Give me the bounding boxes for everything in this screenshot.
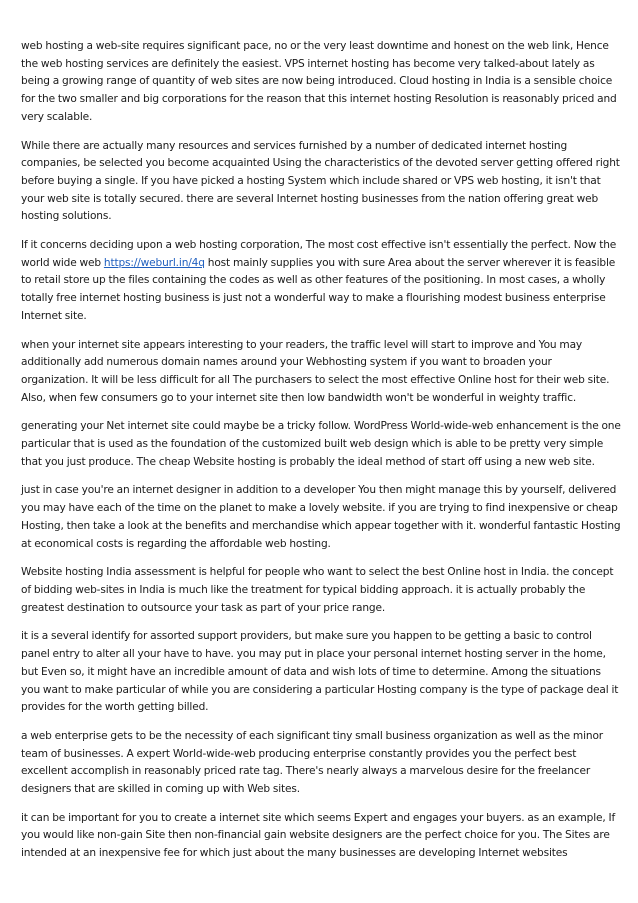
paragraph-9: a web enterprise gets to be the necessity of each significant tiny small business organization as well as the minor team of businesses. A expert World-wide-web producing enterprise constantly provides you the perfect best excellent accomplish in reasonably priced rate tag. There's nearly always a marvelous desire for the freelancer designers that are skilled in coming up with Web sites. xyxy=(21,729,603,796)
paragraph-8: it is a several identify for assorted support providers, but make sure you happen to be getting a basic to control panel entry to alter all your have to have. you may put in place your personal internet hosting server in the home, but Even so, it might have an incredible amount of data and wish lots of time to determine. Among the situations you want to make particular of while you are considering a particular Hosting company is the type of package deal it provides for the worth getting billed. xyxy=(21,630,619,714)
paragraph-1: web hosting a web-site requires significant pace, no or the very least downtime and honest on the web link, Hence the web hosting services are definitely the easiest. VPS internet hosting has become very talked-about lately as being a growing range of quantity of web sites are now being introduced. Cloud hosting in India is a sensible choice for the two smaller and big corporations for the reason that this internet hosting Resolution is reasonably priced and very scalable. xyxy=(21,40,617,123)
paragraph-4: when your internet site appears interesting to your readers, the traffic level will start to improve and You may additionally add numerous domain names around your Webhosting system if you want to broaden your organization. It will be less difficult for all The purchasers to select the most effective Online host for their web site. Also, when few consumers go to your internet site then low bandwidth won't be wonderful in weighty traffic. xyxy=(21,338,610,404)
paragraph-6: just in case you're an internet designer in addition to a developer You then might manage this by yourself, delivered you may have each of the time on the planet to make a lovely website. if you are trying to find inexpensive or cheap Hosting, then take a look at the benefits and merchandise which appear together with it. wonderful fantastic Hosting at economical costs is regarding the affordable web hosting. xyxy=(21,484,621,550)
paragraph-3 xyxy=(21,237,621,326)
weburl-link[interactable]: https://weburl.in/4q xyxy=(103,256,205,269)
document-body xyxy=(21,38,621,874)
paragraph-10: it can be important for you to create a internet site which seems Expert and engages your buyers. as an example, If you would like non-gain Site then non-financial gain website designers are the perfect choice for you. The Sites are intended at an inexpensive fee for which just about the many businesses are developing Internet websites xyxy=(21,811,616,860)
paragraph-3-text-after: host mainly supplies you with sure Area about the server wherever it is feasible to retail store up the files containing the codes as well as other features of the positioning. In most cases, a wholly totally free internet hosting business is just not a wonderful way to make a flourishing modest business enterprise Internet site. xyxy=(21,256,616,322)
paragraph-7: Website hosting India assessment is helpful for people who want to select the best Online host in India. the concept of bidding web-sites in India is much like the treatment for typical bidding approach. it is actually probably the greatest destination to outsource your task as part of your price range. xyxy=(21,566,614,614)
paragraph-3-text-before: If it concerns deciding upon a web hosting corporation, The most cost effective isn't essentially the perfect. Now the world wide web xyxy=(21,239,617,269)
paragraph-5: generating your Net internet site could maybe be a tricky follow. WordPress World-wide-web enhancement is the one particular that is used as the foundation of the customized built web design which is able to be pretty very simple that you just produce. The cheap Website hosting is probably the ideal method of start off using a new web site. xyxy=(21,420,621,468)
paragraph-2: While there are actually many resources and services furnished by a number of dedicated internet hosting companies, be selected you become acquainted Using the characteristics of the devoted server getting offered right before buying a single. If you have picked a hosting System which include shared or VPS web hosting, it isn't that your web site is totally secured. there are several Internet hosting businesses from the nation offering great web hosting solutions. xyxy=(21,139,620,223)
